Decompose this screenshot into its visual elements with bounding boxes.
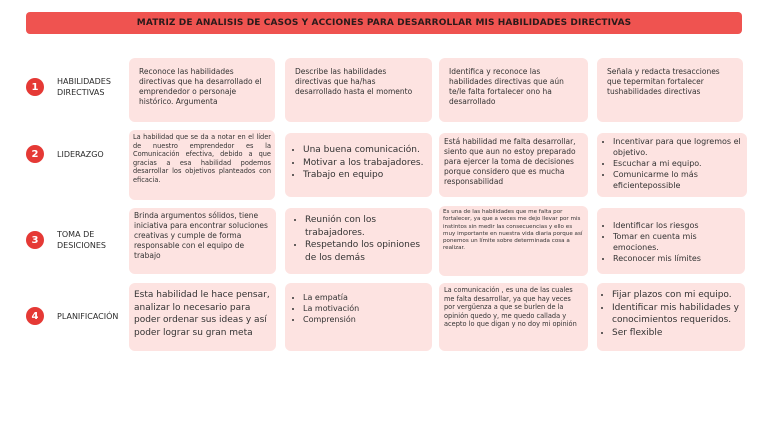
- list-item: • Comunicarme lo más eficientepossible: [613, 169, 743, 191]
- list-item: • Respetando los opiniones de los demás: [305, 239, 426, 264]
- row-number-badge: 3: [26, 231, 44, 249]
- row1-cell-historic: [129, 58, 275, 122]
- list-item: • Ser flexible: [612, 327, 742, 340]
- list-item: • Tomar en cuenta mis emociones.: [613, 231, 741, 253]
- bullet-list: [291, 144, 426, 182]
- cell-text: Reconoce las habilidades directivas que ha desarrollado el emprendedor o personaje histórico. Argumenta: [139, 67, 262, 106]
- row3-cell-historic: [129, 208, 276, 274]
- cell-text: Señala y redacta tresacciones que tepermitan fortalecer tushabilidades directivas: [607, 67, 720, 96]
- row-label-4: [26, 307, 118, 325]
- row-heading: LIDERAZGO: [57, 149, 104, 159]
- list-item: • Reconocer mis límites: [613, 253, 741, 264]
- list-item: • Identificar mis habilidades y conocimientos requeridos.: [612, 302, 742, 327]
- cell-text: Brinda argumentos sólidos, tiene iniciativa para encontrar soluciones creativas y cumple de forma responsable con el equipo de trabajo: [134, 211, 268, 260]
- cell-text: La comunicación , es una de las cuales me falta desarrollar, ya que hay veces por vergüenza a que se burlen de la opinión quedo y, me quedo callada y acepto lo que digan y no doy mi opinión: [444, 286, 577, 329]
- row2-cell-developed: [285, 133, 432, 197]
- row1-cell-actions: [597, 58, 743, 122]
- bullet-list: [600, 289, 742, 339]
- row2-cell-actions: [597, 133, 747, 197]
- cell-text: La habilidad que se da a notar en el líder de nuestro emprendedor es la Comunicación efectiva, debido a que gracias a esa habilidad podemos desarrollar los objetivos planteados con eficacia.: [133, 133, 271, 184]
- list-item: • Reunión con los trabajadores.: [305, 214, 426, 239]
- row4-cell-actions: [597, 283, 745, 351]
- cell-text: Esta habilidad le hace pensar, analizar lo necesario para poder ordenar sus ideas y así poder lograr su gran meta: [134, 290, 270, 338]
- list-item: • Incentivar para que logremos el objetivo.: [613, 136, 743, 158]
- list-item: • Identificar los riesgos: [613, 220, 741, 231]
- row1-cell-pending: [439, 58, 588, 122]
- bullet-list: [293, 214, 426, 264]
- bullet-list: [291, 292, 426, 325]
- list-item: • Motivar a los trabajadores.: [303, 157, 426, 170]
- row3-cell-pending: [439, 206, 588, 276]
- row-number-badge: 4: [26, 307, 44, 325]
- row4-cell-pending: [439, 283, 588, 351]
- list-item: • Una buena comunicación.: [303, 144, 426, 157]
- row1-cell-developed: [285, 58, 432, 122]
- row-label-2: [26, 145, 104, 163]
- row3-cell-developed: [285, 208, 432, 274]
- cell-text: Es una de las habilidades que me falta por fortalecer, ya que a veces me dejo llevar por mis instintos sin medir las consecuencias y ello es muy importante en nuestra vida diaria porque así ponemos un límite sobre determinada cosa a realizar.: [443, 209, 583, 252]
- row2-cell-historic: [129, 130, 275, 200]
- row-label-3: [26, 229, 115, 251]
- matrix-title: MATRIZ DE ANALISIS DE CASOS Y ACCIONES PARA DESARROLLAR MIS HABILIDADES DIRECTIVAS: [26, 12, 742, 34]
- bullet-list: [601, 220, 741, 264]
- row-number-badge: 1: [26, 78, 44, 96]
- row2-cell-pending: [439, 133, 588, 197]
- row-label-1: [26, 76, 117, 98]
- cell-text: Describe las habilidades directivas que ha/has desarrollado hasta el momento: [295, 67, 413, 96]
- list-item: • Comprensión: [303, 314, 426, 325]
- row-heading: HABILIDADES DIRECTIVAS: [57, 77, 111, 97]
- row-heading: TOMA DE DESICIONES: [57, 230, 107, 250]
- list-item: • Escuchar a mi equipo.: [613, 158, 743, 169]
- cell-text: Está habilidad me falta desarrollar, siento que aun no estoy preparado para ejercer la toma de decisiones porque considero que es mucha responsabilidad: [444, 137, 576, 186]
- list-item: • La motivación: [303, 303, 426, 314]
- row-number-badge: 2: [26, 145, 44, 163]
- list-item: • Fijar plazos con mi equipo.: [612, 289, 742, 302]
- row4-cell-developed: [285, 283, 432, 351]
- row3-cell-actions: [597, 208, 745, 274]
- bullet-list: [601, 136, 743, 191]
- cell-text: Identifica y reconoce las habilidades directivas que aún te/le falta fortalecer ono ha desarrollado: [449, 67, 564, 106]
- row-heading: PLANIFICACIÓN: [57, 311, 119, 321]
- list-item: • Trabajo en equipo: [303, 169, 426, 182]
- list-item: • La empatía: [303, 292, 426, 303]
- row4-cell-historic: [129, 283, 276, 351]
